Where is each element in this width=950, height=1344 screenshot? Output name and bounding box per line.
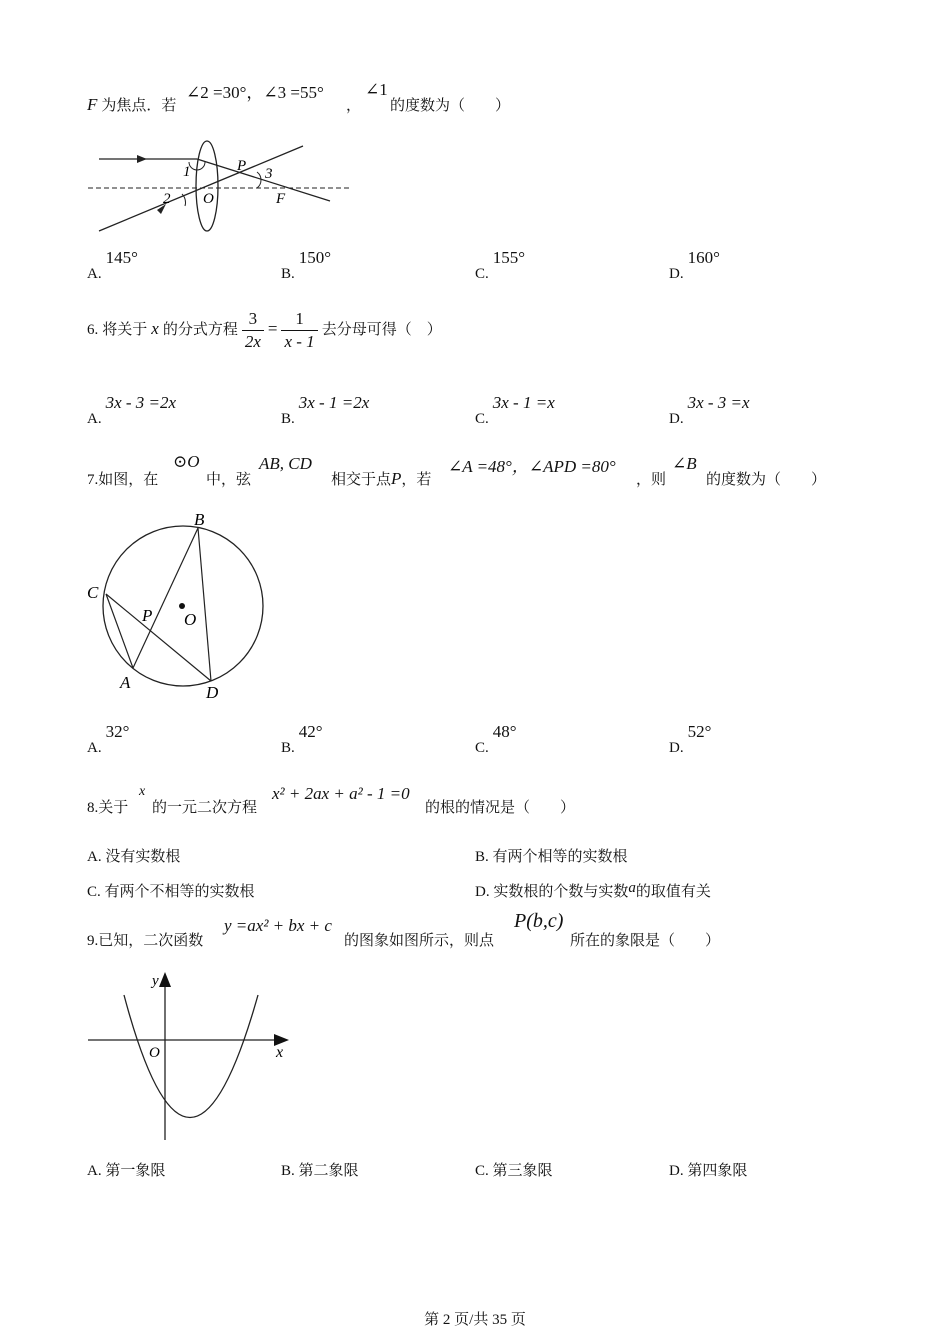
q6-option-b[interactable]: B. 3x - 1 =2x xyxy=(281,393,370,427)
q5-lens-figure xyxy=(85,138,355,238)
q7-label-A: A xyxy=(120,673,131,692)
q7-label-P: P xyxy=(142,606,153,625)
q7-stem-start: 7.如图，在 xyxy=(87,472,159,488)
q7-number: 7. xyxy=(87,472,99,488)
q7-target-angle: ∠B xyxy=(672,454,697,473)
q6-fraction-left: $\frac{3}{2x}$ xyxy=(242,308,264,353)
q8-option-c[interactable]: C. 有两个不相等的实数根 xyxy=(87,884,255,900)
page-footer: 第 2 页/共 35 页 xyxy=(424,1312,526,1328)
q7-label-C: C xyxy=(87,583,99,602)
q7-label-O: O xyxy=(184,610,197,629)
q5-label-1: 1 xyxy=(183,164,191,180)
q7-circle: ⊙O xyxy=(173,452,200,471)
q5-label-P: P xyxy=(237,158,247,174)
q6-option-d[interactable]: D. 3x - 3 =x xyxy=(669,393,750,427)
q9-option-d[interactable]: D. 第四象限 xyxy=(669,1163,748,1179)
q5-target-angle: ∠1 xyxy=(365,80,388,99)
q8-option-b[interactable]: B. 有两个相等的实数根 xyxy=(475,849,628,865)
q9-number: 9. xyxy=(87,933,99,949)
q7-option-d[interactable]: D. 52° xyxy=(669,722,712,756)
q8-option-a[interactable]: A. 没有实数根 xyxy=(87,849,181,865)
q5-label-3: 3 xyxy=(265,166,273,182)
q6-option-c[interactable]: C. 3x - 1 =x xyxy=(475,393,555,427)
q8-equation: x² + 2ax + a² - 1 =0 xyxy=(272,784,410,803)
q5-option-a[interactable]: A. 145° xyxy=(87,248,138,282)
q7-label-B: B xyxy=(194,510,205,529)
q7-circle-figure xyxy=(82,505,272,705)
q9-label-x: x xyxy=(276,1044,284,1061)
q7-option-b[interactable]: B. 42° xyxy=(281,722,323,756)
q5-stem-text2: 的度数为（ ） xyxy=(390,98,511,114)
q6-number: 6. xyxy=(87,322,99,339)
q9-function: y =ax² + bx + c xyxy=(224,916,332,935)
q5-stem xyxy=(87,94,176,115)
q9-label-y: y xyxy=(152,973,159,989)
q5-comma: ， xyxy=(346,98,362,114)
q6-option-a[interactable]: A. 3x - 3 =2x xyxy=(87,393,177,427)
q8-option-d[interactable]: D. 实数根的个数与实数a的取值有关 xyxy=(475,880,711,900)
q7-option-a[interactable]: A. 32° xyxy=(87,722,130,756)
q7-conditions: ∠A =48°，∠APD =80° xyxy=(448,457,616,476)
q5-label-2: 2 xyxy=(163,191,171,207)
q9-option-b[interactable]: B. 第二象限 xyxy=(281,1163,359,1179)
q5-conditions: ∠2 =30°，∠3 =55° xyxy=(186,83,324,102)
q5-option-b[interactable]: B. 150° xyxy=(281,248,332,282)
q5-option-c[interactable]: C. 155° xyxy=(475,248,526,282)
q9-option-c[interactable]: C. 第三象限 xyxy=(475,1163,553,1179)
q7-label-D: D xyxy=(206,683,219,702)
q5-label-F: F xyxy=(276,191,286,207)
q8-var: x xyxy=(139,784,146,799)
q7-option-c[interactable]: C. 48° xyxy=(475,722,517,756)
q6-fraction-right: $\frac{1}{x - 1}$ xyxy=(281,308,317,353)
q8-number: 8. xyxy=(87,800,99,816)
q5-stem-text1: 为焦点．若 xyxy=(101,98,177,114)
q5-option-d[interactable]: D. 160° xyxy=(669,248,720,282)
q9-label-O: O xyxy=(149,1045,160,1061)
q6-stem: 6. 将关于 x 的分式方程 $\frac{3}{2x}$ = $\frac{1}{x - 1}$ 去分母可得（ ） xyxy=(87,309,442,351)
q5-focus-var: F xyxy=(87,95,98,114)
q9-option-a[interactable]: A. 第一象限 xyxy=(87,1163,166,1179)
q9-point: P(b,c) xyxy=(514,910,564,932)
q7-chords: AB, CD xyxy=(259,454,312,473)
q5-label-O: O xyxy=(203,191,214,207)
q9-parabola-figure xyxy=(84,965,299,1145)
